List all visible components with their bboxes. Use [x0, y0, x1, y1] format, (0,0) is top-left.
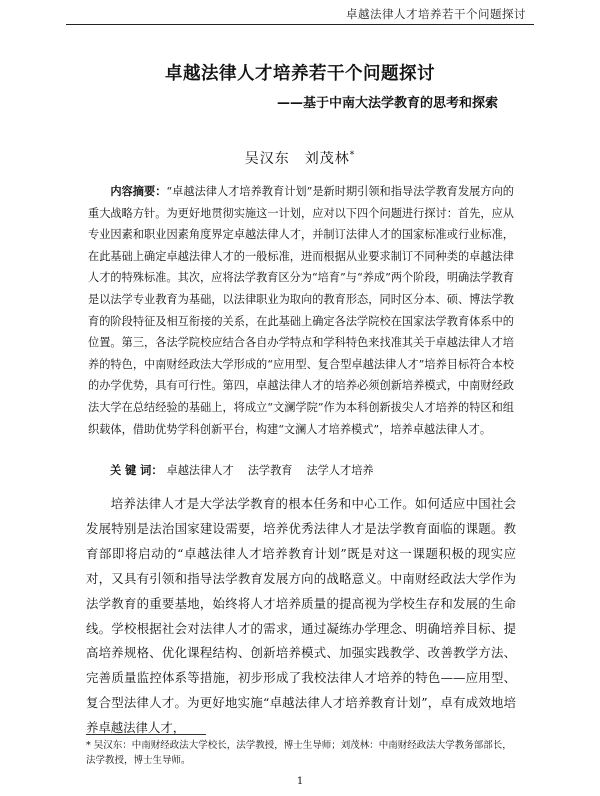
abstract-label: 内容摘要：	[110, 184, 167, 198]
abstract-text: “卓越法律人才培养教育计划”是新时期引领和指导法学教育发展方向的重大战略方针。为更好地贯彻实施这一计划，应对以下四个问题进行探讨：首先，应从专业因素和职业因素角度界定卓越法律人才，并制订法律人才的国家标准或行业标准，在此基础上确定卓越法律人才的一般标准，进而根据从业要求制订不同种类的卓越法律人才的特殊标准。其次，应将法学教育区分为“培育”与“养成”两个阶段，明确法学教育是以法学专业教育为基础，以法律职业为取向的教育形态，同时区分本、硕、博法学教育的阶段特征及相互衔接的关系，在此基础上确定各法学院校在国家法学教育体系中的位置。第三，各法学院校应结合各自办学特点和学科特色来找准其关于卓越法律人才培养的特色，中南财经政法大学形成的“应用型、复合型卓越法律人才”培养目标符合本校的办学优势，具有可行性。第四，卓越法律人才的培养必须创新培养模式，中南财经政法大学在总结经验的基础上，将成立“文澜学院”作为本科创新拔尖人才培养的特区和组织载体，借助优势学科创新平台，构建“文澜人才培养模式”，培养卓越法律人才。	[88, 185, 514, 436]
keywords-label: 关 键 词：	[110, 463, 163, 477]
authors	[0, 148, 600, 168]
keywords	[110, 462, 388, 478]
keyword: 法学教育	[247, 464, 293, 477]
keyword: 法学人才培养	[306, 464, 374, 477]
author-names: 吴汉东 刘茂林	[244, 151, 350, 167]
body-paragraph: 培养法律人才是大学法学教育的根本任务和中心工作。如何适应中国社会发展特别是法治国家建设需要，培养优秀法律人才是法学教育面临的课题。教育部即将启动的“卓越法律人才培养教育计划”既是对这一课题积极的现实应对，又具有引领和指导法学教育发展方向的战略意义。中南财经政法大学作为法学教育的重要基地，始终将人才培养质量的提高视为学校生存和发展的生命线。学校根据社会对法律人才的需求，通过凝练办学理念、明确培养目标、提高培养规格、优化课程结构、创新培养模式、加强实践教学、改善教学方法、完善质量监控体系等措施，初步形成了我校法律人才培养的特色——应用型、复合型法律人才。为更好地实施“卓越法律人才培养教育计划”，卓有成效地培养卓越法律人才，	[86, 496, 516, 736]
running-header: 卓越法律人才培养若干个问题探讨	[346, 7, 526, 21]
paper-title: 卓越法律人才培养若干个问题探讨	[165, 64, 435, 84]
paper-subtitle: ——基于中南大法学教育的思考和探索	[276, 96, 498, 111]
author-footnote: * 吴汉东：中南财经政法大学校长，法学教授，博士生导师；刘茂林：中南财经政法大学教务部部长，法学教授，博士生导师。	[86, 740, 512, 766]
author-note-mark: *	[349, 150, 356, 161]
page-number: 1	[296, 776, 304, 787]
abstract	[88, 181, 514, 440]
footnote-rule	[86, 734, 206, 735]
keyword: 卓越法律人才	[166, 464, 234, 477]
header-rule	[66, 24, 534, 25]
